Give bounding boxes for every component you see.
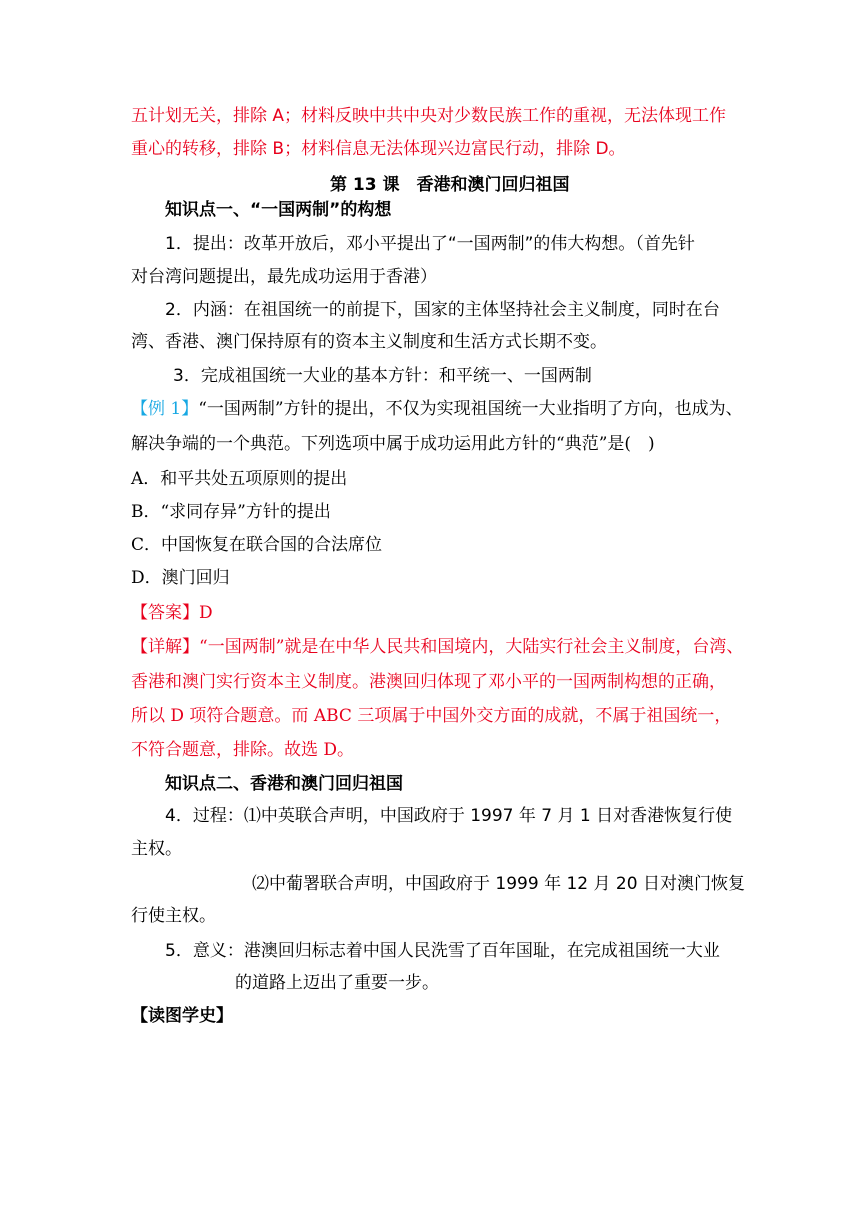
detail-tag: 【详解】 — [131, 637, 199, 657]
knowledge-point-1-heading: 知识点一、“一国两制”的构想 — [165, 200, 392, 220]
example-stem-text: “一国两制”方针的提出，不仅为实现祖国统一大业指明了方向，也成为、 — [198, 399, 743, 419]
kp1-item-3: 3．完成祖国统一大业的基本方针：和平统一、一国两制 — [173, 366, 592, 386]
kp2-item-4-line-2: 主权。 — [131, 839, 182, 859]
detail-line-2: 香港和澳门实行资本主义制度。港澳回归体现了邓小平的一国两制构想的正确， — [131, 672, 726, 692]
detail-line-3: 所以 D 项符合题意。而 ABC 三项属于中国外交方面的成就，不属于祖国统一， — [131, 706, 732, 726]
kp2-item-4-line-1: 4．过程：⑴中英联合声明，中国政府于 1997 年 7 月 1 日对香港恢复行使 — [165, 806, 733, 826]
option-d: D．澳门回归 — [131, 568, 230, 588]
detail-text: “一国两制”就是在中华人民共和国境内，大陆实行社会主义制度，台湾、 — [199, 637, 744, 657]
kp2-item-5-line-1: 5．意义：港澳回归标志着中国人民洗雪了百年国耻，在完成祖国统一大业 — [165, 941, 720, 961]
kp2-item-4-line-4: 行使主权。 — [131, 906, 216, 926]
answer: 【答案】D — [131, 603, 213, 623]
prev-explanation-line-2: 重心的转移，排除 B；材料信息无法体现兴边富民行动，排除 D。 — [131, 139, 626, 159]
example-1-stem-line-1 — [131, 398, 743, 420]
detail-line-4: 不符合题意，排除。故选 D。 — [131, 740, 355, 760]
kp1-item-2-line-2: 湾、香港、澳门保持原有的资本主义制度和生活方式长期不变。 — [131, 332, 607, 352]
kp2-item-5-line-2: 的道路上迈出了重要一步。 — [235, 973, 439, 993]
detail-line-1 — [131, 636, 743, 658]
lesson-title: 第 13 课 香港和澳门回归祖国 — [330, 175, 570, 195]
example-tag: 【例 1】 — [131, 399, 199, 419]
kp1-item-2-line-1: 2．内涵：在祖国统一的前提下，国家的主体坚持社会主义制度，同时在台 — [165, 300, 720, 320]
prev-explanation-line-1: 五计划无关，排除 A；材料反映中共中央对少数民族工作的重视，无法体现工作 — [131, 106, 727, 126]
read-map-heading: 【读图学史】 — [131, 1006, 233, 1026]
option-b: B．“求同存异”方针的提出 — [131, 502, 331, 522]
option-c: C．中国恢复在联合国的合法席位 — [131, 535, 383, 555]
kp1-item-1-line-2: 对台湾问题提出，最先成功运用于香港） — [131, 267, 437, 287]
option-a: A．和平共处五项原则的提出 — [131, 469, 348, 489]
kp1-item-1-line-1: 1．提出：改革开放后，邓小平提出了“一国两制”的伟大构想。（首先针 — [165, 234, 695, 254]
example-1-stem-line-2: 解决争端的一个典范。下列选项中属于成功运用此方针的“典范”是( ) — [131, 434, 655, 454]
knowledge-point-2-heading: 知识点二、香港和澳门回归祖国 — [165, 774, 403, 794]
kp2-item-4-line-3: ⑵中葡署联合声明，中国政府于 1999 年 12 月 20 日对澳门恢复 — [252, 874, 745, 894]
